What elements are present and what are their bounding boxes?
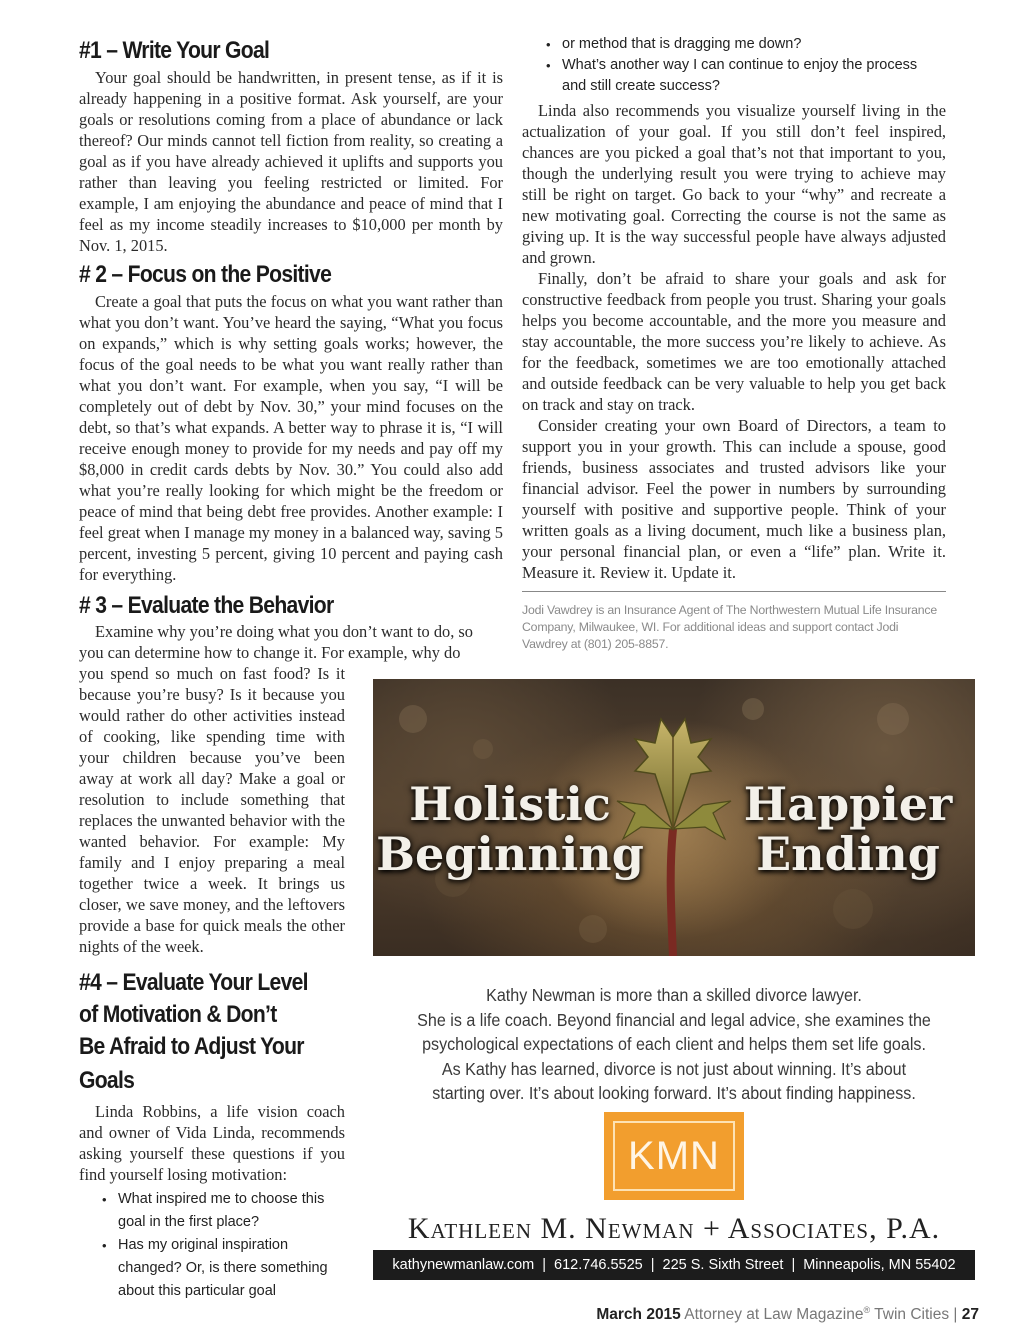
list-item: • What’s another way I can continue to enjoy the process and still create success? <box>543 55 943 97</box>
motivation-questions-list <box>99 1188 349 1303</box>
trademark-symbol: ® <box>863 1305 871 1315</box>
ad-headline-left-line-1: Holistic <box>409 777 611 831</box>
ad-headline-right-line-2: Ending <box>756 827 940 881</box>
separator: | <box>953 1306 958 1324</box>
separator: | <box>791 1257 796 1273</box>
ad-body-line: starting over. It’s about looking forward. It’s about finding happiness. <box>432 1083 916 1103</box>
paragraph-focus-on-positive: Create a goal that puts the focus on what you want rather than what you don’t want. You’ve heard the saying, “What you focus on expands,” which is why setting goals works; however, the focus of the goal needs to be what you want really rather than what you don’t want. For example, when you say, “I will be completely out of debt by Nov. 30,” your mind focuses on the debt, so that’s what expands. A better way to phrase it is, “I will receive enough money to provide for my needs and pay off my $8,000 in credit cards debts by Nov. 30.” You could also add what you’re really looking for which might be the freedom or peace of mind that being debt free provides. Another example: I feel great when I manage my money in a balanced way, saving 5 percent, investing 5 percent, giving 10 percent and paying cash for everything. <box>79 292 503 584</box>
heading-motivation-line-4: Goals <box>79 1067 135 1094</box>
list-item-continued: • or method that is dragging me down? <box>543 34 943 55</box>
ad-headline-left <box>373 779 650 879</box>
magazine-edition: Twin Cities <box>874 1306 950 1324</box>
ad-headline-left-line-2: Beginning <box>376 827 644 881</box>
paragraph-evaluate-behavior-line-2: you can determine how to change it. For example, why do <box>79 643 461 662</box>
page-number: 27 <box>961 1306 979 1324</box>
heading-evaluate-behavior: # 3 – Evaluate the Behavior <box>79 592 334 619</box>
firm-name: Kathleen M. Newman + Associates, P.A. <box>407 1212 941 1245</box>
ad-body-text <box>397 983 951 1106</box>
paragraph-motivation: Linda Robbins, a life vision coach and owner of Vida Linda, recommends asking yourself these questions if you find yourself losing motivation: <box>79 1102 345 1184</box>
firm-website[interactable]: kathynewmanlaw.com <box>392 1257 535 1273</box>
ad-photo-seedling <box>373 679 975 956</box>
firm-city: Minneapolis, MN 55402 <box>803 1257 956 1273</box>
paragraph-visualize: Linda also recommends you visualize yourself living in the actualization of your goal. If you still don’t feel inspired, chances are you picked a goal that’s not that important to you, though the underlying result you were trying to achieve may still be right on target. Go back to your “why” and recreate a new motivating goal. Correcting the course is not the same as giving up. It is the way successful people have always adjusted and grown. <box>522 101 946 267</box>
ad-body-line: Kathy Newman is more than a skilled divorce lawyer. <box>486 985 862 1005</box>
advertisement <box>373 679 975 1280</box>
author-bio: Jodi Vawdrey is an Insurance Agent of The Northwestern Mutual Life Insurance Company, Milwaukee, WI. For additional ideas and support contact Jodi Vawdrey at (801) 205-8857. <box>522 603 937 651</box>
separator: | <box>542 1257 547 1273</box>
ad-contact-bar <box>373 1250 975 1280</box>
ad-headline-right <box>733 779 963 879</box>
paragraph-share-goals: Finally, don’t be afraid to share your goals and ask for constructive feedback from people you trust. Sharing your goals helps you become accountable, and the more you measure and stay accountable, the more success you’re likely to achieve. As for the feedback, sometimes we are too emotionally attached and outside feedback can be very valuable to help you get back on track and stay on track. <box>522 269 946 414</box>
right-column <box>522 34 946 653</box>
ad-body-line: As Kathy has learned, divorce is not just about winning. It’s about <box>441 1058 907 1079</box>
paragraph-evaluate-behavior-body: you spend so much on fast food? Is it because you’re busy? Is it because you would rather do other activities instead of cooking, like spending time with your children because you’ve been away at work all day? Make a goal or resolution to include something that replaces the unwanted behavior with the wanted behavior. For example: My family and I enjoy preparing a meal together twice a week. It brings us closer, we save money, and the leftovers provide a base for quick meals the other nights of the week. <box>79 664 345 956</box>
separator: | <box>650 1257 655 1273</box>
heading-focus-on-positive: # 2 – Focus on the Positive <box>79 261 332 288</box>
ad-body-line: psychological expectations of each client and helps them set life goals. <box>422 1034 926 1054</box>
kmn-logo <box>604 1112 744 1200</box>
paragraph-write-your-goal: Your goal should be handwritten, in present tense, as if it is already happening in a positive format. Ask yourself, are your goals or resolutions coming from a place of abundance or lack thereof? Our minds cannot tell fiction from reality, so creating a goal as if you have already achieved it uplifts and supports you rather than leaving you feeling restricted or limited. For example, I am enjoying the abundance and peace of mind that I feel as my income steadily increases to $10,000 per month by Nov. 1, 2015. <box>79 68 503 255</box>
magazine-name: Attorney at Law Magazine <box>684 1306 864 1324</box>
list-item: • Has my original inspiration changed? Or, is there something about this particular goal <box>99 1234 349 1303</box>
issue-date: March 2015 <box>596 1306 681 1324</box>
ad-headline-right-line-1: Happier <box>743 777 953 831</box>
divider <box>522 591 946 592</box>
page-footer <box>596 1305 979 1324</box>
heading-motivation-line-2: of Motivation & Don’t <box>79 1001 277 1028</box>
paragraph-evaluate-behavior-line-1: Examine why you’re doing what you don’t want to do, so <box>95 622 473 641</box>
kmn-logo-text: KMN <box>613 1121 735 1191</box>
firm-phone: 612.746.5525 <box>554 1257 643 1273</box>
firm-address: 225 S. Sixth Street <box>662 1257 784 1273</box>
paragraph-board-of-directors: Consider creating your own Board of Directors, a team to support you in your growth. This can include a spouse, good friends, business associates and trusted advisors like your financial advisor. Feel the power in numbers by surrounding yourself with positive and supportive people. Think of your written goals as a living document, much like a business plan, your personal financial plan, or even a “life” plan. Write it. Measure it. Review it. Update it. <box>522 416 946 582</box>
ad-body-line: She is a life coach. Beyond financial and legal advice, she examines the <box>417 1009 931 1030</box>
continued-questions-list <box>543 34 943 97</box>
heading-motivation-line-3: Be Afraid to Adjust Your <box>79 1033 304 1060</box>
list-item: • What inspired me to choose this goal in the first place? <box>99 1188 349 1234</box>
heading-write-your-goal: #1 – Write Your Goal <box>79 37 270 64</box>
heading-motivation-line-1: #4 – Evaluate Your Level <box>79 969 308 996</box>
